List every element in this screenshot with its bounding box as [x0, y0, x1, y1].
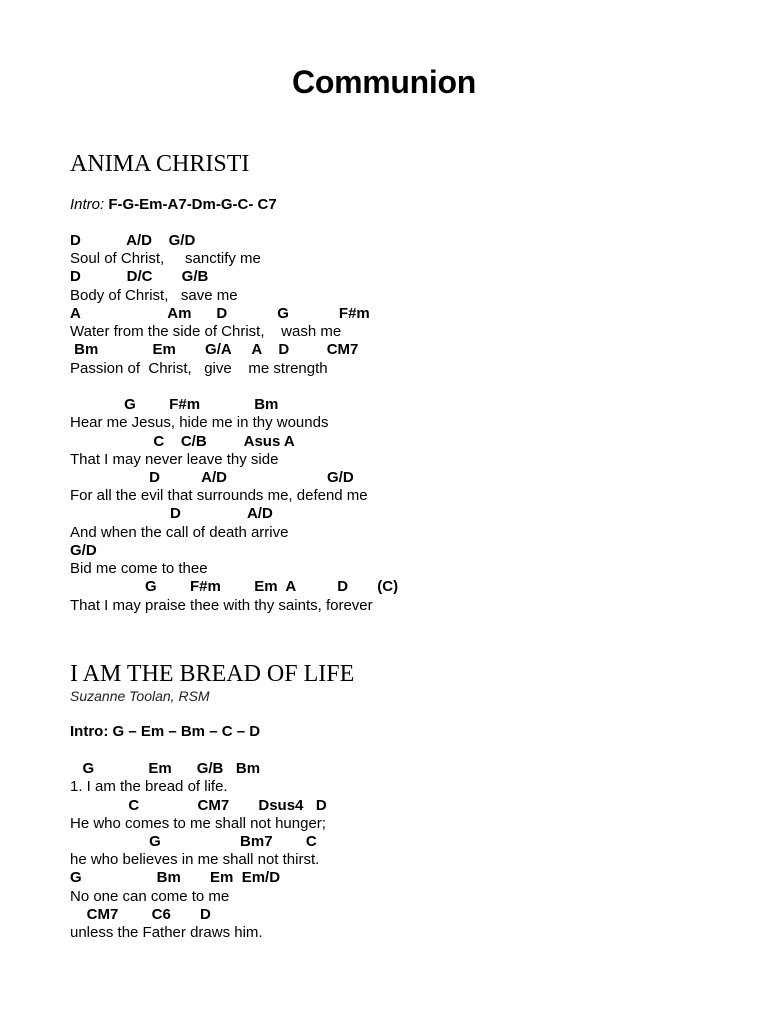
chord-line: G Bm7 C	[70, 833, 317, 850]
lyric-line: unless the Father draws him.	[70, 924, 263, 941]
lyric-line: He who comes to me shall not hunger;	[70, 815, 326, 832]
song-intro: Intro: G – Em – Bm – C – D	[70, 723, 261, 740]
intro-label: Intro:	[70, 196, 105, 213]
lyric-line: No one can come to me	[70, 888, 230, 905]
song-title-bread-of-life: I AM THE BREAD OF LIFE	[70, 661, 355, 687]
chord-line: D A/D	[70, 505, 273, 522]
lyric-line: Water from the side of Christ, wash me	[70, 323, 342, 340]
lyric-line: Bid me come to thee	[70, 560, 208, 577]
lyric-line: he who believes in me shall not thirst.	[70, 851, 320, 868]
lyric-line: Hear me Jesus, hide me in thy wounds	[70, 414, 329, 431]
chord-line: D A/D G/D	[70, 232, 196, 249]
chord-line: D D/C G/B	[70, 268, 209, 285]
song-intro	[70, 196, 277, 214]
chord-line: A Am D G F#m	[70, 305, 370, 322]
lyric-line: For all the evil that surrounds me, defend me	[70, 487, 368, 504]
lyric-line: And when the call of death arrive	[70, 524, 289, 541]
chord-line: C C/B Asus A	[70, 433, 295, 450]
song-author: Suzanne Toolan, RSM	[70, 688, 210, 704]
song-title-anima-christi: ANIMA CHRISTI	[70, 151, 250, 177]
lyric-line: That I may praise thee with thy saints, forever	[70, 597, 373, 614]
page-title: Communion	[292, 64, 476, 100]
intro-chords: F-G-Em-A7-Dm-G-C- C7	[104, 196, 277, 213]
lyric-line: Soul of Christ, sanctify me	[70, 250, 261, 267]
lyric-line: Body of Christ, save me	[70, 287, 238, 304]
chord-line: G Em G/B Bm	[70, 760, 261, 777]
lyric-line: That I may never leave thy side	[70, 451, 279, 468]
chord-line: Bm Em G/A A D CM7	[70, 341, 359, 358]
chord-line: G F#m Bm	[70, 396, 279, 413]
lyric-line: Passion of Christ, give me strength	[70, 360, 328, 377]
chord-line: CM7 C6 D	[70, 906, 211, 923]
lyric-line: 1. I am the bread of life.	[70, 778, 228, 795]
chord-line: G F#m Em A D (C)	[70, 578, 399, 595]
chord-line: D A/D G/D	[70, 469, 354, 486]
chord-line: G/D	[70, 542, 97, 559]
chord-line: G Bm Em Em/D	[70, 869, 281, 886]
chord-line: C CM7 Dsus4 D	[70, 797, 327, 814]
